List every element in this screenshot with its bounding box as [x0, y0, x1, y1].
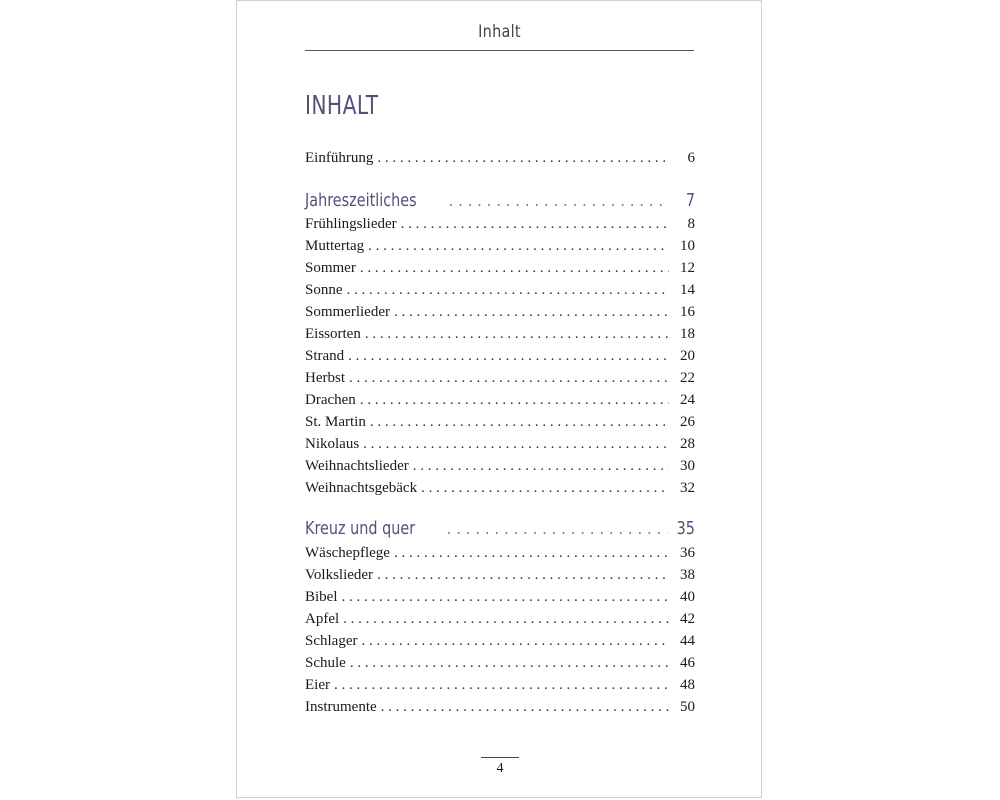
- toc-entry-label: Muttertag: [305, 238, 365, 254]
- toc-entry[interactable]: [305, 630, 695, 652]
- running-header: Inhalt: [478, 22, 521, 42]
- toc-entry[interactable]: [305, 608, 695, 630]
- toc-entry-label: Eier: [305, 677, 330, 693]
- toc-entry-page: 32: [680, 480, 695, 496]
- toc-entry[interactable]: [305, 213, 695, 235]
- leader-dots: [334, 674, 669, 696]
- toc-entry-label: Sommerlieder: [305, 304, 390, 320]
- toc-entry-label: Weihnachtslieder: [305, 458, 409, 474]
- toc-entry-page: 30: [680, 458, 695, 474]
- toc-entry-page: 46: [680, 655, 695, 671]
- leader-dots: [377, 147, 669, 169]
- header-rule: [305, 50, 694, 51]
- leader-dots: [449, 188, 669, 214]
- leader-dots: [413, 455, 669, 477]
- toc-section-kreuz-und-quer[interactable]: [305, 516, 695, 542]
- toc-entry[interactable]: [305, 696, 695, 718]
- leader-dots: [394, 301, 669, 323]
- toc-entry-label: Herbst: [305, 370, 345, 386]
- toc-entry[interactable]: [305, 564, 695, 586]
- toc-section-jahreszeitliches[interactable]: [305, 188, 695, 214]
- leader-dots: [377, 564, 669, 586]
- toc-entry-einfuehrung[interactable]: [305, 147, 695, 169]
- toc-entry-label: Sommer: [305, 260, 356, 276]
- leader-dots: [365, 323, 669, 345]
- toc-entry-page: 44: [680, 633, 695, 649]
- toc-entry-page: 14: [680, 282, 695, 298]
- toc-entry[interactable]: [305, 652, 695, 674]
- toc-entry-page: 28: [680, 436, 695, 452]
- leader-dots: [360, 389, 669, 411]
- toc-entry-label: Einführung: [305, 150, 374, 166]
- toc-entry-page: 48: [680, 677, 695, 693]
- toc-entry-page: 40: [680, 589, 695, 605]
- toc-entry-label: Nikolaus: [305, 436, 360, 452]
- toc-section-page: 35: [676, 518, 695, 539]
- toc-entry-page: 16: [680, 304, 695, 320]
- leader-dots: [370, 411, 669, 433]
- toc-entry-page: 42: [680, 611, 695, 627]
- leader-dots: [342, 586, 670, 608]
- leader-dots: [343, 608, 669, 630]
- toc-entry-page: 10: [680, 238, 695, 254]
- toc-entry-label: Weihnachtsgebäck: [305, 480, 418, 496]
- toc-entry-label: Schlager: [305, 633, 358, 649]
- toc-entry-label: Drachen: [305, 392, 356, 408]
- leader-dots: [363, 433, 669, 455]
- leader-dots: [360, 257, 669, 279]
- page-number: 4: [496, 761, 504, 776]
- toc-entry-page: 8: [687, 216, 695, 232]
- toc-entry-page: 26: [680, 414, 695, 430]
- toc-entry-label: Schule: [305, 655, 346, 671]
- footer-rule: [481, 757, 519, 758]
- toc-entry[interactable]: [305, 433, 695, 455]
- toc-entry[interactable]: [305, 455, 695, 477]
- toc-entry[interactable]: [305, 279, 695, 301]
- leader-dots: [347, 279, 670, 301]
- leader-dots: [401, 213, 669, 235]
- toc-entry-label: Apfel: [305, 611, 340, 627]
- toc-entry-label: Instrumente: [305, 699, 377, 715]
- toc-entry-page: 36: [680, 545, 695, 561]
- toc-entry-page: 12: [680, 260, 695, 276]
- toc-entry[interactable]: [305, 235, 695, 257]
- toc-section-page: 7: [685, 190, 695, 211]
- toc-entry[interactable]: [305, 411, 695, 433]
- toc-entry-page: 20: [680, 348, 695, 364]
- toc-entry-page: 22: [680, 370, 695, 386]
- leader-dots: [361, 630, 669, 652]
- leader-dots: [421, 477, 669, 499]
- toc-section-title: Kreuz und quer: [305, 518, 416, 539]
- toc-title: INHALT: [305, 91, 379, 121]
- toc-section-title: Jahreszeitliches: [305, 190, 417, 211]
- leader-dots: [368, 235, 669, 257]
- toc-entry[interactable]: [305, 257, 695, 279]
- toc-entry-label: Bibel: [305, 589, 338, 605]
- leader-dots: [348, 345, 669, 367]
- toc-entry[interactable]: [305, 586, 695, 608]
- leader-dots: [349, 367, 669, 389]
- toc-entry-label: Wäschepflege: [305, 545, 390, 561]
- toc-entry-page: 6: [687, 150, 695, 166]
- toc-entry[interactable]: [305, 542, 695, 564]
- toc-entry-label: Strand: [305, 348, 345, 364]
- toc-entry-page: 38: [680, 567, 695, 583]
- toc-entry-page: 18: [680, 326, 695, 342]
- toc-entry-page: 24: [680, 392, 695, 408]
- toc-entry-page: 50: [680, 699, 695, 715]
- leader-dots: [394, 542, 669, 564]
- toc-entry-label: Volkslieder: [305, 567, 374, 583]
- leader-dots: [447, 516, 668, 542]
- toc-entry[interactable]: [305, 674, 695, 696]
- toc-entry[interactable]: [305, 301, 695, 323]
- toc-entry[interactable]: [305, 389, 695, 411]
- leader-dots: [350, 652, 669, 674]
- toc-entry[interactable]: [305, 367, 695, 389]
- toc-entry-label: Frühlingslieder: [305, 216, 397, 232]
- toc-entry-label: Eissorten: [305, 326, 361, 342]
- toc-entry[interactable]: [305, 323, 695, 345]
- toc-entry-label: Sonne: [305, 282, 343, 298]
- toc-entry[interactable]: [305, 345, 695, 367]
- toc-entry-label: St. Martin: [305, 414, 366, 430]
- leader-dots: [381, 696, 669, 718]
- toc-entry[interactable]: [305, 477, 695, 499]
